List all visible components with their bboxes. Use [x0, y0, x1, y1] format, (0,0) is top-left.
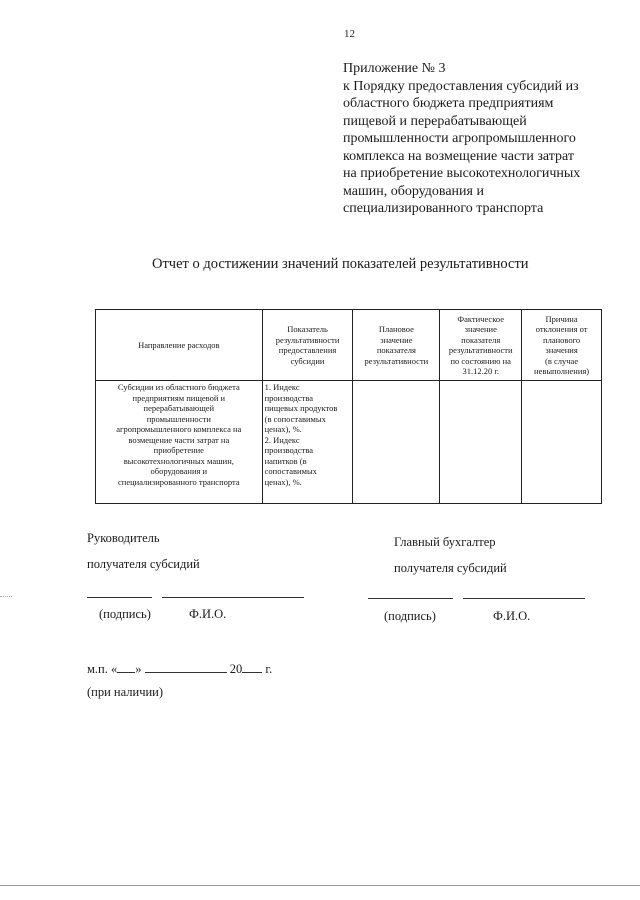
accountant-signature-blank: [368, 598, 453, 599]
stamp-note: (при наличии): [87, 685, 164, 699]
header-reason: Причина отклонения от планового значения (в случае невыполнения): [522, 310, 602, 381]
appendix-line: областного бюджета предприятиям: [343, 96, 554, 111]
head-signature-label: (подпись): [99, 607, 151, 621]
head-name-blank: [162, 597, 304, 598]
appendix-line: пищевой и перерабатывающей: [343, 113, 527, 129]
accountant-subtitle: получателя субсидий: [394, 561, 507, 575]
page-number: 12: [344, 28, 355, 40]
cell-actual: [440, 381, 522, 504]
cell-indicators: 1. Индекс производства пищевых продуктов (в сопоставимых ценах), %. 2. Индекс производства напитков (в сопоставимых ценах), %.: [262, 381, 353, 504]
cell-planned: [353, 381, 440, 504]
header-direction: Направление расходов: [96, 310, 263, 381]
head-name-label: Ф.И.О.: [189, 607, 227, 621]
head-title: Руководитель: [87, 531, 160, 545]
appendix-line: промышленности агропромышленного: [343, 131, 576, 146]
accountant-name-label: Ф.И.О.: [493, 609, 531, 623]
day-blank: [117, 660, 135, 673]
table-header-row: [96, 310, 602, 381]
header-actual: Фактическое значение показателя результативности по состоянию на 31.12.20 г.: [440, 310, 522, 381]
header-planned: Плановое значение показателя результативности: [353, 310, 440, 381]
accountant-signature-label: (подпись): [384, 609, 436, 623]
appendix-line: комплекса на возмещение части затрат: [343, 148, 574, 164]
stamp-quote-close: »: [135, 662, 142, 676]
page-bottom-rule: [0, 885, 640, 886]
head-subtitle: получателя субсидий: [87, 557, 200, 571]
stamp-date-line: [87, 660, 272, 677]
month-blank: [145, 660, 227, 673]
scan-margin-mark: [0, 596, 12, 597]
cell-reason: [522, 381, 602, 504]
year-suffix: г.: [265, 662, 273, 676]
year-prefix: 20: [229, 662, 243, 676]
appendix-header: [343, 60, 628, 218]
appendix-line: специализированного транспорта: [343, 201, 544, 216]
appendix-line: Приложение № 3: [343, 61, 446, 76]
year-blank: [242, 660, 262, 673]
cell-direction: Субсидии из областного бюджета предприятиям пищевой и перерабатывающей промышленности агропромышленного комплекса на возмещение части затрат на приобретение высокотехнологичных машин, оборудования и специализированного транспорта: [96, 381, 263, 504]
appendix-line: машин, оборудования и: [343, 183, 484, 199]
report-title: Отчет о достижении значений показателей результативности: [152, 256, 529, 272]
appendix-line: к Порядку предоставления субсидий из: [343, 78, 579, 94]
header-indicator: Показатель результативности предоставления субсидии: [262, 310, 353, 381]
accountant-title: Главный бухгалтер: [394, 535, 496, 549]
accountant-name-blank: [463, 598, 585, 599]
report-table: [95, 309, 602, 504]
head-signature-blank: [87, 597, 152, 598]
table-row: [96, 381, 602, 504]
appendix-line: на приобретение высокотехнологичных: [343, 166, 581, 181]
stamp-prefix: м.п. «: [87, 662, 118, 676]
